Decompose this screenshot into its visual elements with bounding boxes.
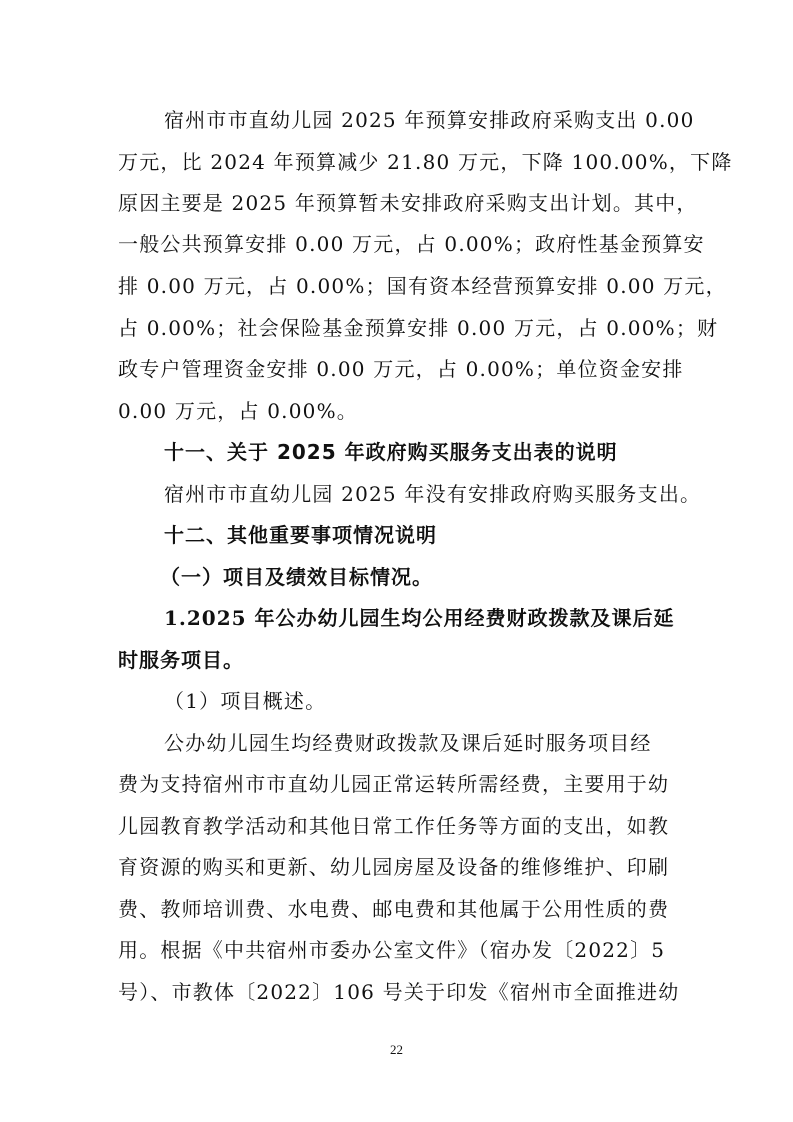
overview-line-1: 公办幼儿园生均经费财政拨款及课后延时服务项目经 [164,731,652,755]
page-number: 22 [390,1042,403,1057]
procurement-line-8: 0.00 万元，占 0.00%。 [118,399,358,423]
section-12-heading: 十二、其他重要事项情况说明 [164,523,437,547]
procurement-line-3: 原因主要是 2025 年预算暂未安排政府采购支出计划。其中， [118,191,698,215]
overview-line-3: 儿园教育教学活动和其他日常工作任务等方面的支出，如教 [118,814,670,838]
procurement-line-1: 宿州市市直幼儿园 2025 年预算安排政府采购支出 0.00 [164,108,695,132]
project-1-title-line-1: 1.2025 年公办幼儿园生均公用经费财政拨款及课后延 [164,606,675,630]
overview-line-7: 号）、市教体〔2022〕106 号关于印发《宿州市全面推进幼 [118,980,680,1004]
section-11-body: 宿州市市直幼儿园 2025 年没有安排政府购买服务支出。 [164,482,702,506]
project-1-title-line-2: 时服务项目。 [118,648,244,672]
section-11-heading: 十一、关于 2025 年政府购买服务支出表的说明 [164,440,618,464]
overview-line-5: 费、教师培训费、水电费、邮电费和其他属于公用性质的费 [118,897,670,921]
procurement-line-6: 占 0.00%；社会保险基金预算安排 0.00 万元，占 0.00%；财 [118,316,719,340]
procurement-line-7: 政专户管理资金安排 0.00 万元，占 0.00%；单位资金安排 [118,357,684,381]
overview-label: （1）项目概述。 [164,689,327,713]
procurement-line-5: 排 0.00 万元，占 0.00%；国有资本经营预算安排 0.00 万元， [118,274,727,298]
overview-line-6: 用。根据《中共宿州市委办公室文件》（宿办发〔2022〕5 [118,938,666,962]
overview-line-2: 费为支持宿州市市直幼儿园正常运转所需经费，主要用于幼 [118,772,670,796]
procurement-line-4: 一般公共预算安排 0.00 万元，占 0.00%；政府性基金预算安 [118,232,705,256]
overview-line-4: 育资源的购买和更新、幼儿园房屋及设备的维修维护、印刷 [118,855,670,879]
procurement-line-2: 万元，比 2024 年预算减少 21.80 万元，下降 100.00%，下降 [118,150,733,174]
subsection-1-heading: （一）项目及绩效目标情况。 [160,565,433,589]
